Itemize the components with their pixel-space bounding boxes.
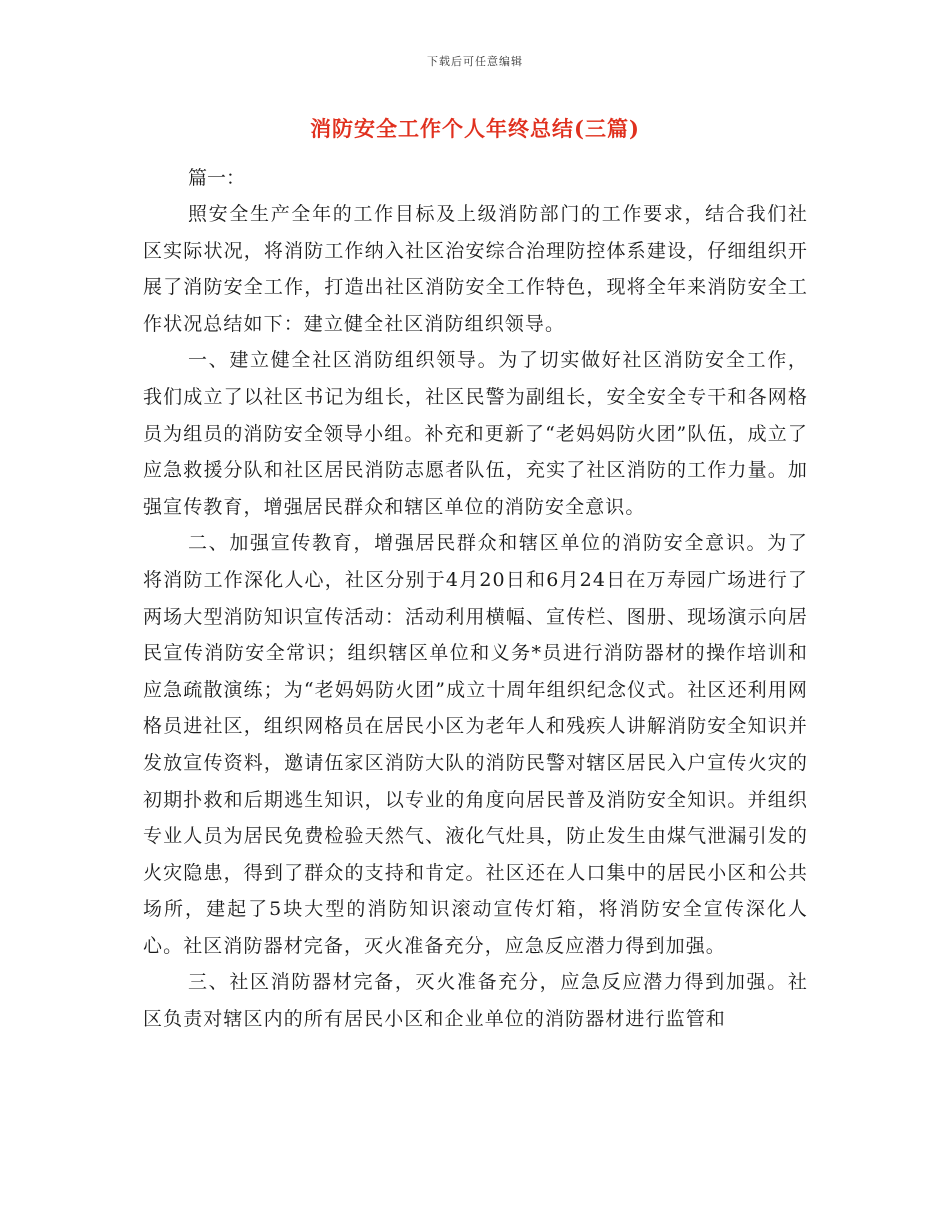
section-label: 篇一：: [188, 167, 246, 189]
paragraph-section-2: 二、加强宣传教育，增强居民群众和辖区单位的消防安全意识。为了将消防工作深化人心，社区分别于4月20日和6月24日在万寿园广场进行了两场大型消防知识宣传活动：活动利用横幅、宣传栏、图册、现场演示向居民宣传消防安全常识；组织辖区单位和义务*员进行消防器材的操作培训和应急疏散演练；为“老妈妈防火团”成立十周年组织纪念仪式。社区还利用网格员进社区，组织网格员在居民小区为老年人和残疾人讲解消防安全知识并发放宣传资料，邀请伍家区消防大队的消防民警对辖区居民入户宣传火灾的初期扑救和后期逃生知识，以专业的角度向居民普及消防安全知识。并组织专业人员为居民免费检验天然气、液化气灶具，防止发生由煤气泄漏引发的火灾隐患，得到了群众的支持和肯定。社区还在人口集中的居民小区和公共场所，建起了5块大型的消防知识滚动宣传灯箱，将消防安全宣传深化人心。社区消防器材完备，灭火准备充分，应急反应潜力得到加强。: [143, 532, 808, 957]
paragraph-section-1: 一、建立健全社区消防组织领导。为了切实做好社区消防安全工作，我们成立了以社区书记为组长，社区民警为副组长，安全安全专干和各网格员为组员的消防安全领导小组。补充和更新了“老妈妈防火团”队伍，成立了应急救援分队和社区居民消防志愿者队伍，充实了社区消防的工作力量。加强宣传教育，增强居民群众和辖区单位的消防安全意识。: [143, 349, 808, 518]
document-body: [143, 160, 808, 1038]
paragraph-section-3: 三、社区消防器材完备，灭火准备充分，应急反应潜力得到加强。社区负责对辖区内的所有居民小区和企业单位的消防器材进行监管和: [143, 971, 808, 1031]
paragraph-intro: 照安全生产全年的工作目标及上级消防部门的工作要求，结合我们社区实际状况，将消防工作纳入社区治安综合治理防控体系建设，仔细组织开展了消防安全工作，打造出社区消防安全工作特色，现将全年来消防安全工作状况总结如下：建立健全社区消防组织领导。: [143, 203, 808, 335]
document-title: 消防安全工作个人年终总结(三篇): [310, 116, 640, 141]
header-note: 下载后可任意编辑: [427, 55, 523, 68]
